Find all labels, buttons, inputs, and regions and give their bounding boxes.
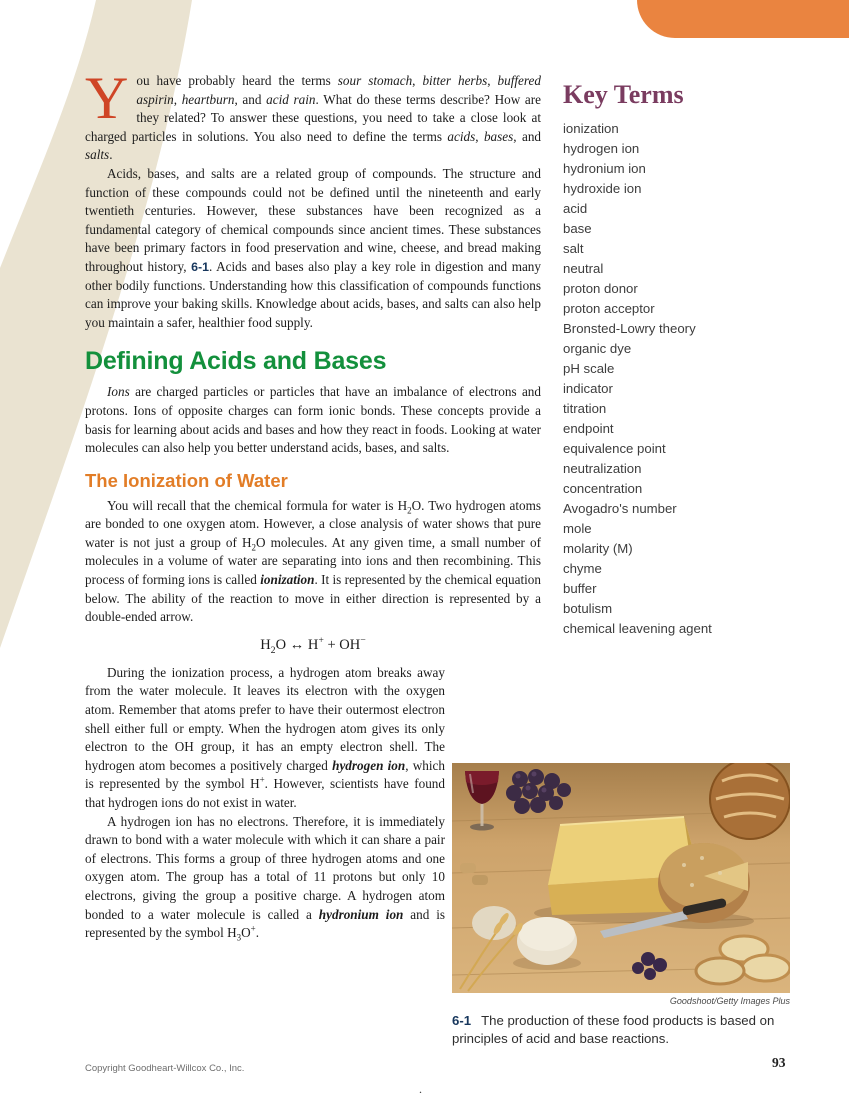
key-terms-title: Key Terms: [563, 80, 684, 109]
key-term-item: buffer: [563, 581, 597, 596]
ionization-paragraph-2: During the ionization process, a hydrogen atom breaks away from the water molecule. It leaves its electron with the oxygen atom. Remember that atoms prefer to have their outermost electron shell either full or empty. When the hydrogen atom gives its only electron to the OH group, it has an empty electron shell. The hydrogen atom becomes a positively charged hydrogen ion, which is represented by the symbol H+. However, scientists have found that hydrogen ions do not exist in water.: [85, 664, 445, 810]
food-products-photo: [452, 763, 790, 993]
key-term-item: botulism: [563, 601, 613, 616]
key-term-item: Bronsted-Lowry theory: [563, 321, 696, 336]
chemical-equation-water-ionization: $H_2O$ ↔ H+ + OH−: [260, 635, 366, 656]
key-term-item: endpoint: [563, 421, 614, 436]
key-term-item: titration: [563, 401, 607, 416]
key-terms-panel: [563, 80, 789, 639]
key-term-item: chemical leavening agent: [563, 621, 712, 636]
figure-6-1: [452, 763, 790, 1048]
intro-paragraph-2: Acids, bases, and salts are a related group of compounds. The structure and function of these compounds could not be defined until the nineteenth and early twentieth centuries. However, these substances have been recognized as a fundamental category of chemical compounds since ancient times. These substances have been primary factors in food preservation and wine, cheese, and bread making throughout history, 6-1. Acids and bases also play a key role in digestion and many other bodily functions. Understanding how this classification of compounds functions can improve your baking skills. Knowledge about acids, bases, and salts can also help you maintain a safer, healthier food supply.: [85, 165, 541, 330]
figure-caption-text: The production of these food products is based on principles of acid and base reactions.: [452, 1013, 775, 1046]
photo-credit: Goodshoot/Getty Images Plus: [669, 996, 790, 1006]
intro-paragraph-1: [85, 65, 542, 165]
key-term-item: neutralization: [563, 461, 642, 476]
copyright-notice: Copyright Goodheart-Willcox Co., Inc.: [85, 1063, 245, 1074]
page-number: 93: [772, 1055, 786, 1070]
key-term-item: base: [563, 221, 592, 236]
intro-paragraph-1-text: ou have probably heard the terms sour stomach, bitter herbs, buffered aspirin, heartburn, and acid rain. What do these terms describe? How are they related? To answer these questions, you need to take a close look at charged particles in solutions. You also need to define the terms acids, bases, and salts.: [85, 73, 542, 163]
key-term-item: mole: [563, 521, 592, 536]
key-term-item: equivalence point: [563, 441, 666, 456]
key-term-item: acid: [563, 201, 588, 216]
key-term-item: neutral: [563, 261, 604, 276]
section-paragraph-ions: Ions are charged particles or particles that have an imbalance of electrons and protons. Ions of opposite charges can form ionic bonds. These concepts provide a basis for learning about acids and bases and how they react in foods. Looking at water molecules can also help you better understand acids, bases, and salts.: [85, 384, 541, 456]
key-term-item: concentration: [563, 481, 643, 496]
ionization-paragraph-1: You will recall that the chemical formula for water is $H_2O$. Two hydrogen atoms are bonded to one oxygen atom. However, a close analysis of water shows that pure water is not just a group of $H_2O$ molecules. At any given time, a small number of molecules in a volume of water are separating into ions and then recombining. This process of forming ions is called ionization. It is represented by the chemical equation below. The ability of the reaction to move in either direction is represented by a double-ended arrow.: [85, 497, 541, 625]
dropcap-letter: Y: [85, 65, 129, 131]
page-corner-orange-decoration: [637, 0, 849, 38]
key-term-item: hydronium ion: [563, 161, 646, 176]
ionization-paragraph-3: A hydrogen ion has no electrons. Therefore, it is immediately drawn to bond with a water molecule with which it can share a pair of electrons. This forms a group of three hydrogen atoms and one oxygen atom. The group has a total of 11 protons but only 10 electrons, giving the group a positive charge. A hydrogen atom bonded to a water molecule is called a hydronium ion and is represented by the symbol $H_3O^+$.: [85, 813, 445, 943]
key-term-item: proton acceptor: [563, 301, 655, 316]
key-term-item: chyme: [563, 561, 602, 576]
figure-caption-label: 6-1: [452, 1013, 472, 1028]
key-term-item: hydroxide ion: [563, 181, 642, 196]
subsection-heading-ionization-of-water: The Ionization of Water: [85, 469, 288, 491]
key-term-item: organic dye: [563, 341, 632, 356]
key-term-item: indicator: [563, 381, 613, 396]
key-term-item: salt: [563, 241, 584, 256]
key-term-item: pH scale: [563, 361, 615, 376]
key-term-item: ionization: [563, 121, 619, 136]
section-heading-defining-acids-and-bases: Defining Acids and Bases: [85, 347, 387, 376]
key-terms-list: [563, 119, 789, 639]
key-term-item: Avogadro's number: [563, 501, 677, 516]
key-term-item: hydrogen ion: [563, 141, 640, 156]
stray-mark: .: [419, 1082, 422, 1096]
key-term-item: molarity (M): [563, 541, 633, 556]
key-term-item: proton donor: [563, 281, 638, 296]
figure-caption: [452, 1012, 790, 1048]
